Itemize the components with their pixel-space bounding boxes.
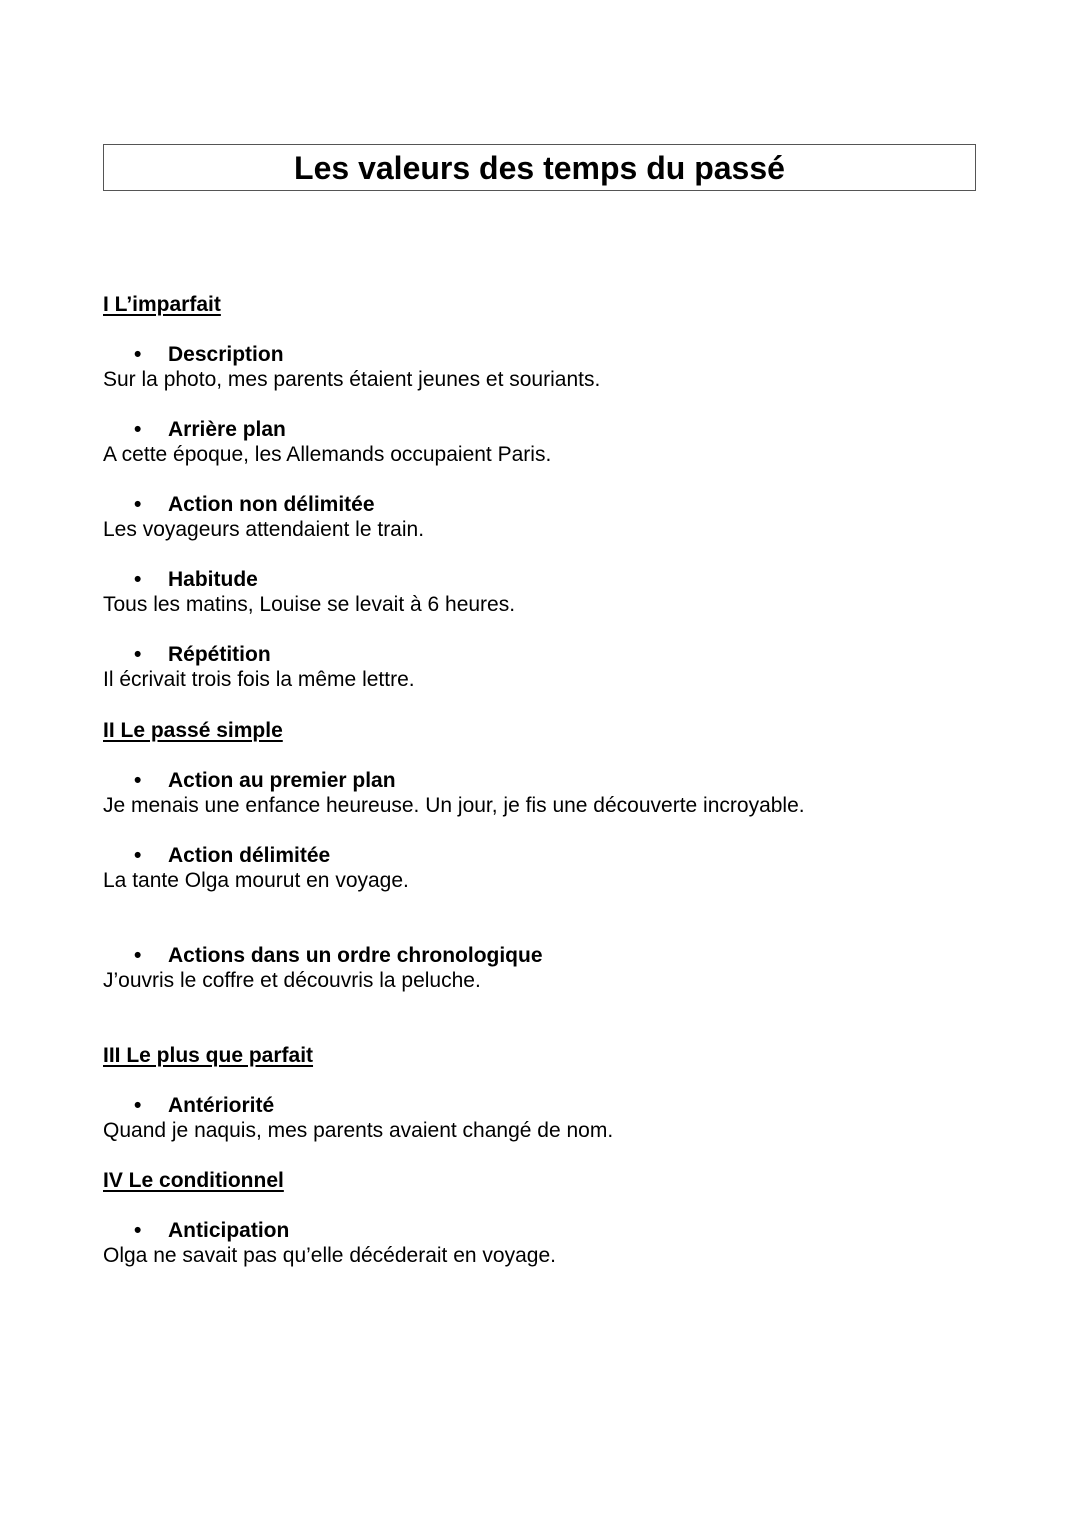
item-label: Description <box>168 343 284 366</box>
item-label: Habitude <box>168 568 258 591</box>
bullet-item <box>134 1218 289 1244</box>
item-example: Quand je naquis, mes parents avaient changé de nom. <box>103 1119 614 1142</box>
item-example: A cette époque, les Allemands occupaient Paris. <box>103 443 552 466</box>
bullet-icon: • <box>134 844 142 867</box>
bullet-item <box>134 1093 274 1119</box>
item-label: Action non délimitée <box>168 493 375 516</box>
bullet-icon: • <box>134 643 142 666</box>
item-example: Il écrivait trois fois la même lettre. <box>103 668 415 691</box>
bullet-item <box>134 342 284 368</box>
item-label: Arrière plan <box>168 418 286 441</box>
bullet-icon: • <box>134 568 142 591</box>
bullet-item <box>134 567 258 593</box>
bullet-icon: • <box>134 1094 142 1117</box>
title-box <box>103 144 976 191</box>
bullet-icon: • <box>134 343 142 366</box>
bullet-icon: • <box>134 944 142 967</box>
item-label: Anticipation <box>168 1219 290 1242</box>
section-heading-passe-simple: II Le passé simple <box>103 719 283 742</box>
bullet-icon: • <box>134 493 142 516</box>
item-example: Sur la photo, mes parents étaient jeunes et souriants. <box>103 368 601 391</box>
bullet-item <box>134 642 271 668</box>
item-example: Olga ne savait pas qu’elle décéderait en voyage. <box>103 1244 556 1267</box>
bullet-item <box>134 843 330 869</box>
page-title: Les valeurs des temps du passé <box>294 149 785 186</box>
bullet-item <box>134 492 375 518</box>
bullet-item <box>134 943 543 969</box>
bullet-icon: • <box>134 1219 142 1242</box>
section-heading-plus-que-parfait: III Le plus que parfait <box>103 1044 314 1067</box>
bullet-item <box>134 417 286 443</box>
section-heading-conditionnel: IV Le conditionnel <box>103 1169 284 1192</box>
item-label: Antériorité <box>168 1094 275 1117</box>
item-example: J’ouvris le coffre et découvris la peluche. <box>103 969 481 992</box>
section-heading-imparfait: I L’imparfait <box>103 293 221 316</box>
item-label: Actions dans un ordre chronologique <box>168 944 543 967</box>
item-label: Action au premier plan <box>168 769 396 792</box>
item-example: La tante Olga mourut en voyage. <box>103 869 409 892</box>
item-label: Répétition <box>168 643 271 666</box>
item-example: Tous les matins, Louise se levait à 6 heures. <box>103 593 516 616</box>
bullet-icon: • <box>134 769 142 792</box>
bullet-icon: • <box>134 418 142 441</box>
item-label: Action délimitée <box>168 844 331 867</box>
item-example: Les voyageurs attendaient le train. <box>103 518 425 541</box>
item-example: Je menais une enfance heureuse. Un jour, je fis une découverte incroyable. <box>103 794 805 817</box>
bullet-item <box>134 768 396 794</box>
